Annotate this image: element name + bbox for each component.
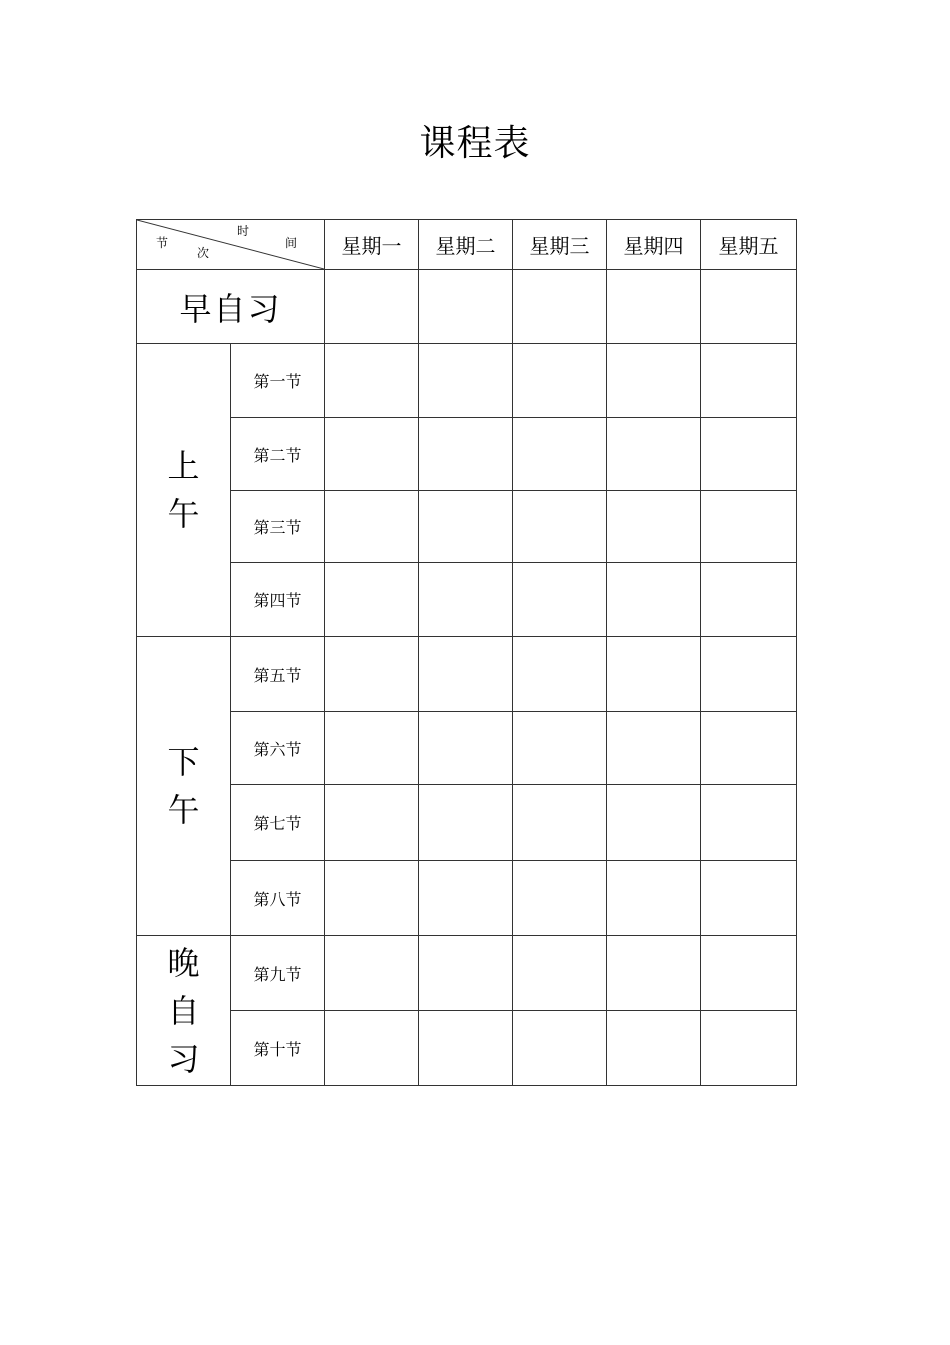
slot-label: 第五节 (231, 637, 325, 712)
schedule-cell[interactable] (325, 563, 419, 637)
schedule-cell[interactable] (325, 270, 419, 344)
header-row (137, 220, 797, 270)
period-label-morning (137, 344, 231, 637)
schedule-cell[interactable] (701, 1011, 797, 1086)
schedule-cell[interactable] (701, 344, 797, 418)
table-row (137, 418, 797, 491)
schedule-cell[interactable] (607, 712, 701, 785)
day-header-tuesday: 星期二 (419, 220, 513, 270)
schedule-cell[interactable] (419, 637, 513, 712)
schedule-cell[interactable] (325, 712, 419, 785)
schedule-cell[interactable] (701, 563, 797, 637)
schedule-cell[interactable] (325, 491, 419, 563)
schedule-table (136, 219, 797, 1086)
schedule-cell[interactable] (419, 491, 513, 563)
schedule-cell[interactable] (701, 270, 797, 344)
schedule-cell[interactable] (701, 418, 797, 491)
day-header-monday: 星期一 (325, 220, 419, 270)
table-row (137, 785, 797, 861)
schedule-cell[interactable] (607, 344, 701, 418)
corner-label-time-1: 时 (237, 224, 250, 238)
schedule-cell[interactable] (419, 418, 513, 491)
period-text: 下 午 (167, 743, 200, 829)
period-text: 上 午 (167, 447, 200, 533)
table-row (137, 491, 797, 563)
schedule-cell[interactable] (607, 785, 701, 861)
schedule-cell[interactable] (607, 270, 701, 344)
schedule-cell[interactable] (701, 712, 797, 785)
schedule-cell[interactable] (701, 491, 797, 563)
period-label-afternoon (137, 637, 231, 936)
schedule-cell[interactable] (607, 861, 701, 936)
schedule-cell[interactable] (419, 270, 513, 344)
table-row (137, 637, 797, 712)
slot-label: 第三节 (231, 491, 325, 563)
schedule-cell[interactable] (607, 418, 701, 491)
schedule-cell[interactable] (701, 637, 797, 712)
schedule-cell[interactable] (701, 936, 797, 1011)
schedule-cell[interactable] (419, 563, 513, 637)
slot-label: 第四节 (231, 563, 325, 637)
schedule-cell[interactable] (325, 418, 419, 491)
schedule-cell[interactable] (607, 491, 701, 563)
schedule-cell[interactable] (701, 861, 797, 936)
slot-label: 第十节 (231, 1011, 325, 1086)
day-header-friday: 星期五 (701, 220, 797, 270)
schedule-cell[interactable] (325, 861, 419, 936)
day-header-wednesday: 星期三 (513, 220, 607, 270)
schedule-cell[interactable] (513, 785, 607, 861)
slot-label: 第八节 (231, 861, 325, 936)
schedule-cell[interactable] (607, 563, 701, 637)
table-row (137, 936, 797, 1011)
table-row (137, 712, 797, 785)
schedule-cell[interactable] (325, 785, 419, 861)
table-row (137, 344, 797, 418)
schedule-cell[interactable] (513, 418, 607, 491)
corner-label-time-2: 间 (285, 236, 298, 250)
schedule-cell[interactable] (325, 1011, 419, 1086)
table-row (137, 1011, 797, 1086)
corner-header-cell (137, 220, 325, 270)
schedule-cell[interactable] (513, 1011, 607, 1086)
schedule-cell[interactable] (513, 637, 607, 712)
page-title: 课程表 (419, 123, 531, 164)
slot-label: 第九节 (231, 936, 325, 1011)
period-text: 晚 自 习 (167, 943, 200, 1078)
schedule-cell[interactable] (419, 785, 513, 861)
corner-label-period-1: 节 (156, 236, 169, 250)
schedule-cell[interactable] (607, 1011, 701, 1086)
period-label-evening (137, 936, 231, 1086)
schedule-cell[interactable] (325, 637, 419, 712)
morning-study-label: 早自习 (137, 270, 325, 344)
schedule-cell[interactable] (325, 936, 419, 1011)
schedule-cell[interactable] (513, 563, 607, 637)
schedule-cell[interactable] (513, 712, 607, 785)
schedule-cell[interactable] (419, 344, 513, 418)
slot-label: 第一节 (231, 344, 325, 418)
schedule-cell[interactable] (513, 491, 607, 563)
schedule-cell[interactable] (419, 1011, 513, 1086)
schedule-cell[interactable] (325, 344, 419, 418)
slot-label: 第七节 (231, 785, 325, 861)
schedule-cell[interactable] (513, 270, 607, 344)
schedule-cell[interactable] (419, 936, 513, 1011)
schedule-cell[interactable] (701, 785, 797, 861)
day-header-thursday: 星期四 (607, 220, 701, 270)
schedule-cell[interactable] (607, 936, 701, 1011)
schedule-cell[interactable] (607, 637, 701, 712)
corner-label-period-2: 次 (197, 246, 210, 260)
table-row (137, 861, 797, 936)
schedule-cell[interactable] (419, 861, 513, 936)
table-row (137, 270, 797, 344)
slot-label: 第六节 (231, 712, 325, 785)
schedule-cell[interactable] (513, 344, 607, 418)
schedule-cell[interactable] (513, 861, 607, 936)
schedule-cell[interactable] (513, 936, 607, 1011)
schedule-cell[interactable] (419, 712, 513, 785)
slot-label: 第二节 (231, 418, 325, 491)
table-row (137, 563, 797, 637)
